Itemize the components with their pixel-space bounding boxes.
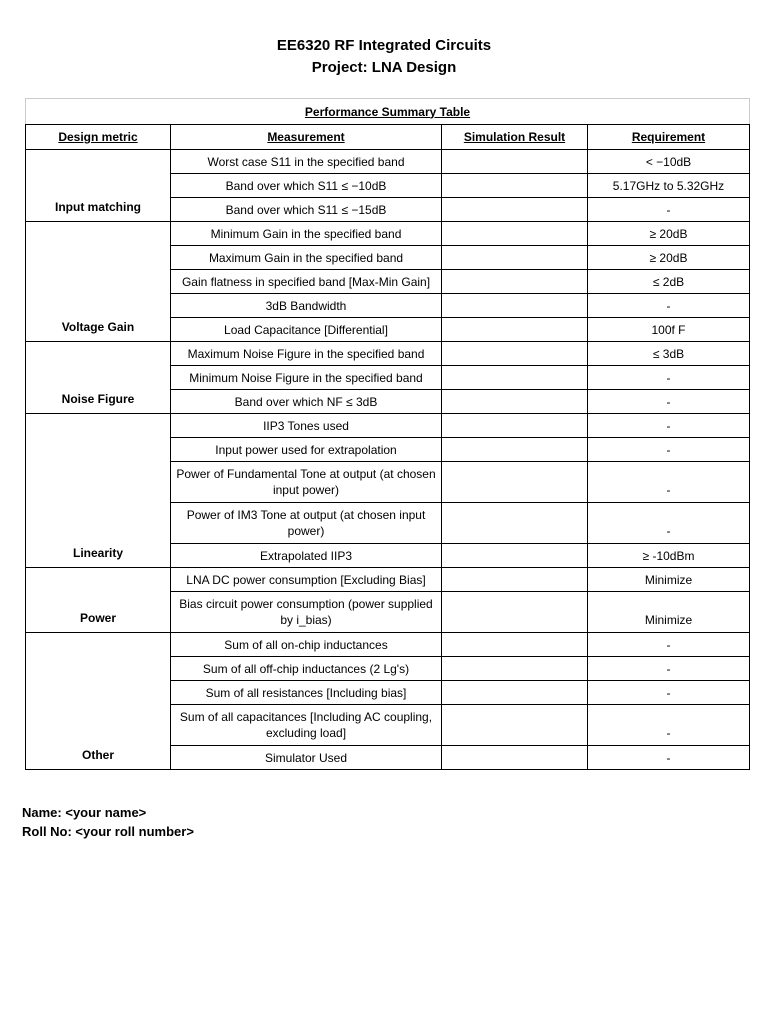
simulation-result-cell[interactable]	[442, 318, 588, 342]
simulation-result-cell[interactable]	[442, 657, 588, 681]
simulation-result-cell[interactable]	[442, 633, 588, 657]
table-row	[26, 414, 750, 438]
header-design-metric: Design metric	[26, 125, 171, 150]
measurement-cell: Worst case S11 in the specified band	[171, 150, 442, 174]
simulation-result-cell[interactable]	[442, 746, 588, 770]
simulation-result-cell[interactable]	[442, 222, 588, 246]
simulation-result-cell[interactable]	[442, 592, 588, 633]
table-row	[26, 342, 750, 366]
requirement-cell: -	[588, 746, 750, 770]
table-caption: Performance Summary Table	[26, 99, 750, 125]
requirement-cell: -	[588, 294, 750, 318]
measurement-cell: Power of Fundamental Tone at output (at chosen input power)	[171, 462, 442, 503]
requirement-cell: -	[588, 705, 750, 746]
design-metric-cell: Linearity	[26, 414, 171, 568]
requirement-cell: 5.17GHz to 5.32GHz	[588, 174, 750, 198]
requirement-cell: Minimize	[588, 568, 750, 592]
requirement-cell: ≤ 2dB	[588, 270, 750, 294]
design-metric-cell: Other	[26, 633, 171, 770]
measurement-cell: Minimum Noise Figure in the specified band	[171, 366, 442, 390]
requirement-cell: -	[588, 503, 750, 544]
design-metric-cell: Noise Figure	[26, 342, 171, 414]
requirement-cell: -	[588, 390, 750, 414]
simulation-result-cell[interactable]	[442, 390, 588, 414]
document-title: EE6320 RF Integrated Circuits	[276, 37, 492, 54]
simulation-result-cell[interactable]	[442, 270, 588, 294]
simulation-result-cell[interactable]	[442, 414, 588, 438]
requirement-cell: ≤ 3dB	[588, 342, 750, 366]
measurement-cell: IIP3 Tones used	[171, 414, 442, 438]
measurement-cell: Sum of all resistances [Including bias]	[171, 681, 442, 705]
measurement-cell: Input power used for extrapolation	[171, 438, 442, 462]
requirement-cell: -	[588, 198, 750, 222]
measurement-cell: Sum of all capacitances [Including AC coupling, excluding load]	[171, 705, 442, 746]
document-subtitle: Project: LNA Design	[311, 59, 457, 76]
measurement-cell: Load Capacitance [Differential]	[171, 318, 442, 342]
table-row	[26, 633, 750, 657]
requirement-cell: ≥ 20dB	[588, 222, 750, 246]
requirement-cell: ≥ -10dBm	[588, 544, 750, 568]
measurement-cell: Sum of all off-chip inductances (2 Lg's)	[171, 657, 442, 681]
measurement-cell: LNA DC power consumption [Excluding Bias]	[171, 568, 442, 592]
performance-summary-table	[25, 98, 750, 770]
measurement-cell: Maximum Gain in the specified band	[171, 246, 442, 270]
requirement-cell: ≥ 20dB	[588, 246, 750, 270]
simulation-result-cell[interactable]	[442, 150, 588, 174]
requirement-cell: -	[588, 657, 750, 681]
requirement-cell: -	[588, 366, 750, 390]
simulation-result-cell[interactable]	[442, 438, 588, 462]
measurement-cell: Extrapolated IIP3	[171, 544, 442, 568]
simulation-result-cell[interactable]	[442, 246, 588, 270]
requirement-cell: < −10dB	[588, 150, 750, 174]
requirement-cell: -	[588, 681, 750, 705]
simulation-result-cell[interactable]	[442, 681, 588, 705]
measurement-cell: Power of IM3 Tone at output (at chosen input power)	[171, 503, 442, 544]
simulation-result-cell[interactable]	[442, 544, 588, 568]
simulation-result-cell[interactable]	[442, 342, 588, 366]
simulation-result-cell[interactable]	[442, 503, 588, 544]
simulation-result-cell[interactable]	[442, 462, 588, 503]
simulation-result-cell[interactable]	[442, 174, 588, 198]
measurement-cell: Gain flatness in specified band [Max-Min Gain]	[171, 270, 442, 294]
header-requirement: Requirement	[588, 125, 750, 150]
design-metric-cell: Voltage Gain	[26, 222, 171, 342]
simulation-result-cell[interactable]	[442, 198, 588, 222]
measurement-cell: Band over which S11 ≤ −15dB	[171, 198, 442, 222]
requirement-cell: 100f F	[588, 318, 750, 342]
requirement-cell: Minimize	[588, 592, 750, 633]
measurement-cell: Band over which S11 ≤ −10dB	[171, 174, 442, 198]
table-row	[26, 222, 750, 246]
header-simulation-result: Simulation Result	[442, 125, 588, 150]
name-field-label: Name: <your name>	[22, 805, 147, 820]
simulation-result-cell[interactable]	[442, 568, 588, 592]
requirement-cell: -	[588, 438, 750, 462]
requirement-cell: -	[588, 633, 750, 657]
measurement-cell: Maximum Noise Figure in the specified band	[171, 342, 442, 366]
table-row	[26, 150, 750, 174]
simulation-result-cell[interactable]	[442, 705, 588, 746]
requirement-cell: -	[588, 414, 750, 438]
measurement-cell: Bias circuit power consumption (power supplied by i_bias)	[171, 592, 442, 633]
measurement-cell: 3dB Bandwidth	[171, 294, 442, 318]
simulation-result-cell[interactable]	[442, 294, 588, 318]
measurement-cell: Simulator Used	[171, 746, 442, 770]
measurement-cell: Sum of all on-chip inductances	[171, 633, 442, 657]
simulation-result-cell[interactable]	[442, 366, 588, 390]
roll-number-field-label: Roll No: <your roll number>	[22, 824, 194, 839]
design-metric-cell: Input matching	[26, 150, 171, 222]
design-metric-cell: Power	[26, 568, 171, 633]
table-caption-row	[26, 99, 750, 125]
requirement-cell: -	[588, 462, 750, 503]
header-measurement: Measurement	[171, 125, 442, 150]
measurement-cell: Band over which NF ≤ 3dB	[171, 390, 442, 414]
table-row	[26, 568, 750, 592]
measurement-cell: Minimum Gain in the specified band	[171, 222, 442, 246]
table-header-row	[26, 125, 750, 150]
